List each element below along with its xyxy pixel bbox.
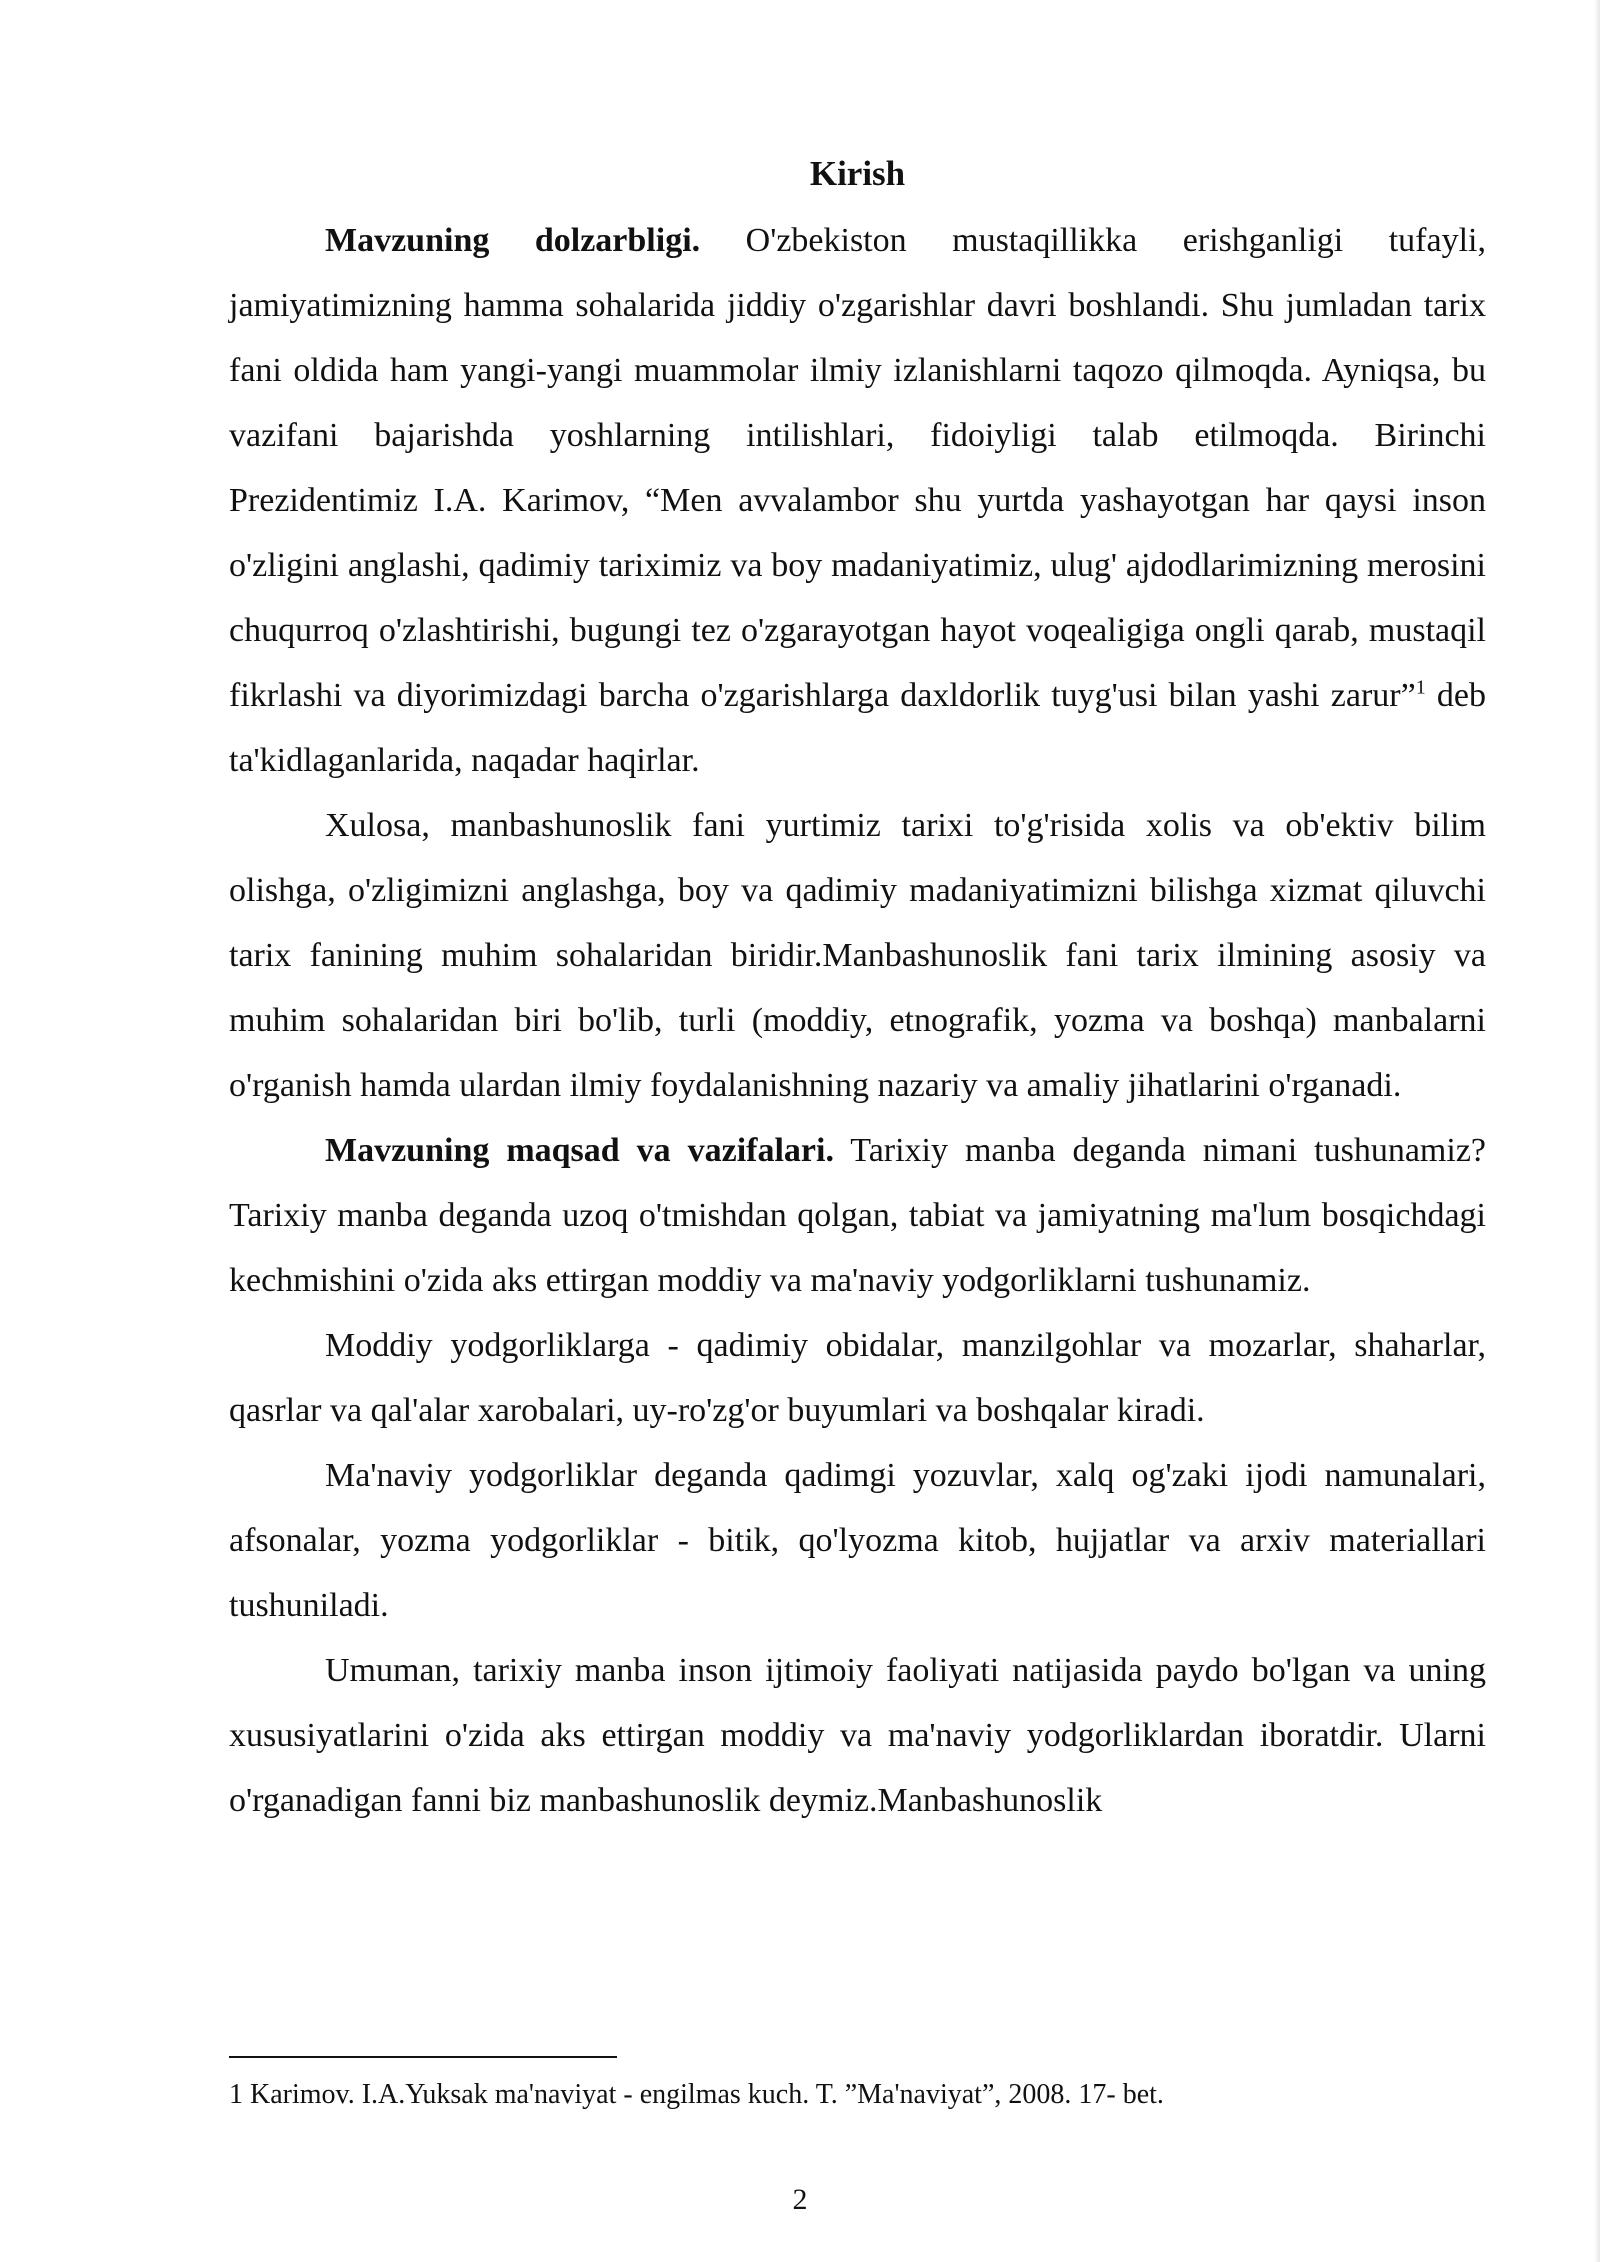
paragraph-conclusion: Xulosa, manbashunoslik fani yurtimiz tarixi to'g'risida xolis va ob'ektiv bilim olishga, o'zligimizni anglashga, boy va qadimiy madaniyatimizni bilishga xizmat qiluvchi tarix fanining muhim sohalaridan biridir.Manbashunoslik fani tarix ilmining asosiy va muhim sohalaridan biri bo'lib, turli (moddiy, etnografik, yozma va boshqa) manbalarni o'rganish hamda ulardan ilmiy foydalanishning nazariy va amaliy jihatlarini o'rganadi. [229, 807, 1486, 1104]
footnote-reference[interactable]: 1 [1415, 676, 1426, 699]
page-body [229, 142, 1486, 1833]
paragraph-relevance [229, 208, 1486, 793]
page-title: Kirish [809, 154, 906, 193]
page-edge-shadow [1594, 0, 1600, 2262]
paragraph-summary: Umuman, tarixiy manba inson ijtimoiy faoliyati natijasida paydo bo'lgan va uning xususiyatlarini o'zida aks ettirgan moddiy va ma'naviy yodgorliklardan iboratdir. Ularni o'rganadigan fanni biz manbashunoslik deymiz.Manbashunoslik [229, 1652, 1486, 1819]
paragraph-lead: Mavzuning maqsad va vazifalari. [325, 1132, 834, 1169]
paragraph-goals [229, 1118, 1486, 1313]
paragraph-material-monuments: Moddiy yodgorliklarga - qadimiy obidalar, manzilgohlar va mozarlar, shaharlar, qasrlar va qal'alar xarobalari, uy-ro'zg'or buyumlari va boshqalar kiradi. [229, 1327, 1486, 1429]
paragraph-spiritual-monuments: Ma'naviy yodgorliklar deganda qadimgi yozuvlar, xalq og'zaki ijodi namunalari, afsonalar, yozma yodgorliklar - bitik, qo'lyozma kitob, hujjatlar va arxiv materiallari tushuniladi. [229, 1457, 1486, 1624]
paragraph-text: O'zbekiston mustaqillikka erishganligi tufayli, jamiyatimizning hamma sohalarida jiddiy o'zgarishlar davri boshlandi. Shu jumladan tarix fani oldida ham yangi-yangi muammolar ilmiy izlanishlarni taqozo qilmoqda. Ayniqsa, bu vazifani bajarishda yoshlarning intilishlari, fidoiyligi talab etilmoqda. Birinchi Prezidentimiz I.A. Karimov, “Men avvalambor shu yurtda yashayotgan har qaysi inson o'zligini anglashi, qadimiy tariximiz va boy madaniyatimiz, ulug' ajdodlarimizning merosini chuqurroq o'zlashtirishi, bugungi tez o'zgarayotgan hayot voqealigiga ongli qarab, mustaqil fikrlashi va diyorimizdagi barcha o'zgarishlarga daxldorlik tuyg'usi bilan yashi zarur” [229, 222, 1486, 714]
paragraph-lead: Mavzuning dolzarbligi. [325, 222, 701, 259]
page-number: 2 [792, 2183, 808, 2216]
footnote: 1 Karimov. I.A.Yuksak ma'naviyat - engilmas kuch. T. ”Ma'naviyat”, 2008. 17- bet. [229, 2079, 1164, 2110]
paragraph-text-continued: deb ta'kidlaganlarida, naqadar haqirlar. [229, 677, 1486, 779]
footnote-separator [229, 2056, 617, 2058]
paragraph-text: Tarixiy manba deganda nimani tushunamiz? Tarixiy manba deganda uzoq o'tmishdan qolgan, tabiat va jamiyatning ma'lum bosqichdagi kechmishini o'zida aks ettirgan moddiy va ma'naviy yodgorliklarni tushunamiz. [229, 1132, 1486, 1299]
